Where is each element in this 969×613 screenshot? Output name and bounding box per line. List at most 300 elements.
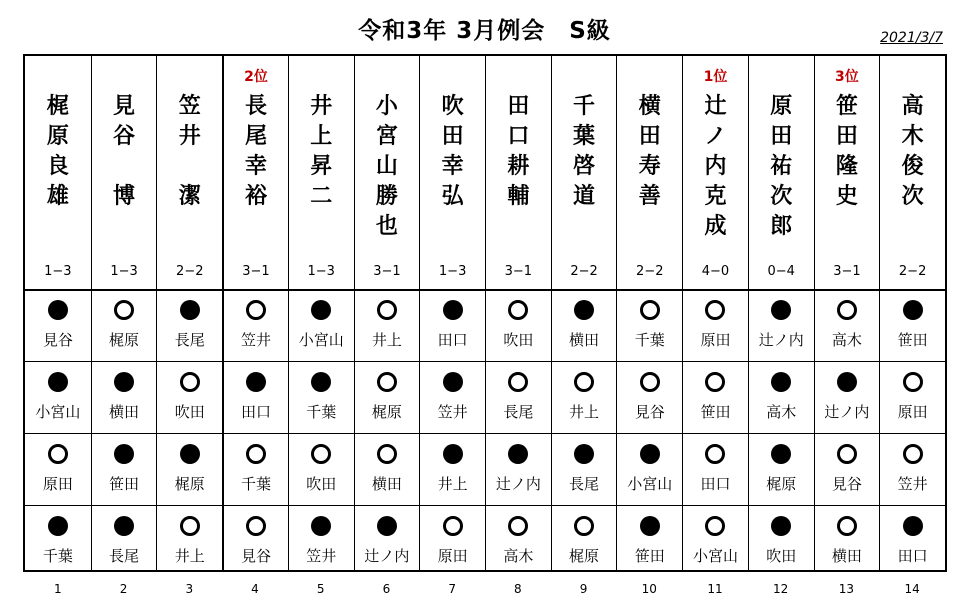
column-number: 6 (382, 582, 391, 596)
column-number: 8 (514, 582, 522, 596)
black-circle-icon (837, 372, 857, 392)
black-circle-icon (114, 372, 134, 392)
player-score: 2−2 (570, 264, 598, 279)
player-name-char: 潔 (178, 184, 201, 209)
player-name-char: 吹 (441, 94, 464, 119)
player-name-char: 隆 (835, 154, 858, 179)
player-name-char: 長 (244, 94, 267, 119)
opponent-name: 井上 (174, 547, 205, 565)
opponent-name: 横田 (569, 331, 600, 349)
player-name-char: 宮 (375, 124, 398, 149)
opponent-name: 見谷 (240, 547, 271, 565)
player-header (92, 56, 157, 289)
row-divider (25, 289, 945, 291)
player-column (748, 56, 814, 570)
opponent-name: 小宮山 (35, 403, 81, 421)
game-cell (25, 289, 91, 361)
player-name-char: 井 (178, 124, 201, 149)
opponent-name: 見谷 (831, 475, 862, 493)
opponent-name: 梶原 (371, 403, 402, 421)
game-cell (92, 289, 157, 361)
column-number: 11 (707, 582, 723, 596)
game-cell (815, 361, 880, 433)
player-header (552, 56, 617, 289)
player-name-char: 成 (704, 214, 727, 239)
game-cell (289, 433, 354, 505)
white-circle-icon (377, 300, 397, 320)
black-circle-icon (311, 300, 331, 320)
game-cell (289, 505, 354, 577)
black-circle-icon (574, 444, 594, 464)
white-circle-icon (508, 516, 528, 536)
opponent-name: 井上 (371, 331, 402, 349)
game-cell (157, 289, 222, 361)
player-name-char: 見 (113, 94, 136, 119)
game-cell (289, 289, 354, 361)
player-name-char: 梶 (46, 94, 69, 119)
game-cell (815, 433, 880, 505)
white-circle-icon (443, 516, 463, 536)
game-cell (355, 289, 420, 361)
player-name-char: 郎 (770, 214, 793, 239)
game-cell (157, 505, 222, 577)
player-name-char: 山 (375, 154, 398, 179)
black-circle-icon (114, 516, 134, 536)
player-name-char: 高 (901, 94, 924, 119)
opponent-name: 千葉 (306, 403, 337, 421)
white-circle-icon (574, 516, 594, 536)
white-circle-icon (705, 516, 725, 536)
player-header (880, 56, 945, 289)
opponent-name: 田口 (700, 475, 731, 493)
player-name-char: 千 (573, 94, 596, 119)
player-name-char: 幸 (244, 154, 267, 179)
opponent-name: 長尾 (569, 475, 600, 493)
column-number: 14 (904, 582, 920, 596)
opponent-name: 横田 (109, 403, 140, 421)
column-number: 2 (119, 582, 128, 596)
white-circle-icon (837, 300, 857, 320)
player-column (419, 56, 485, 570)
game-cell (486, 289, 551, 361)
game-cell (25, 361, 91, 433)
game-cell (815, 505, 880, 577)
player-score: 1−3 (110, 264, 138, 279)
player-name (420, 92, 485, 212)
column-number: 1 (54, 582, 62, 596)
player-column (91, 56, 157, 570)
opponent-name: 見谷 (42, 331, 73, 349)
player-name-char: 祐 (770, 154, 793, 179)
player-name-char: 弘 (441, 184, 464, 209)
opponent-name: 笠井 (240, 331, 271, 349)
player-name-char: 尾 (244, 124, 267, 149)
game-cell (289, 361, 354, 433)
black-circle-icon (574, 300, 594, 320)
white-circle-icon (246, 444, 266, 464)
opponent-name: 梶原 (766, 475, 797, 493)
opponent-name: 見谷 (634, 403, 665, 421)
opponent-name: 原田 (700, 331, 731, 349)
opponent-name: 笹田 (897, 331, 928, 349)
player-score: 3−1 (833, 264, 861, 279)
opponent-name: 吹田 (766, 547, 797, 565)
player-column (485, 56, 551, 570)
player-name (355, 92, 420, 242)
player-name (289, 92, 354, 212)
game-cell (420, 361, 485, 433)
game-cell (486, 361, 551, 433)
player-score: 2−2 (898, 264, 927, 279)
white-circle-icon (508, 300, 528, 320)
column-number: 10 (641, 582, 657, 596)
opponent-name: 高木 (766, 403, 797, 421)
opponent-name: 横田 (371, 475, 402, 493)
player-name-char: 田 (638, 124, 661, 149)
game-cell (683, 505, 748, 577)
player-column (222, 56, 288, 570)
opponent-name: 梶原 (569, 547, 600, 565)
white-circle-icon (705, 372, 725, 392)
player-name-char: 耕 (507, 154, 530, 179)
player-header (486, 56, 551, 289)
black-circle-icon (443, 300, 463, 320)
player-name (749, 92, 814, 242)
black-circle-icon (48, 300, 68, 320)
player-header (224, 56, 288, 289)
player-name-char: 田 (770, 124, 793, 149)
player-name-char: 善 (638, 184, 661, 209)
white-circle-icon (640, 300, 660, 320)
column-number: 7 (448, 582, 456, 596)
player-name (880, 92, 945, 212)
white-circle-icon (640, 372, 660, 392)
white-circle-icon (837, 516, 857, 536)
player-column (551, 56, 617, 570)
black-circle-icon (443, 444, 463, 464)
player-score: 3−1 (242, 264, 270, 279)
game-cell (552, 361, 617, 433)
white-circle-icon (377, 444, 397, 464)
player-rank: 3位 (835, 69, 859, 85)
player-name-char: 寿 (638, 154, 661, 179)
game-cell (224, 361, 288, 433)
player-name-char: 原 (770, 94, 793, 119)
game-cell (25, 505, 91, 577)
game-cell (486, 505, 551, 577)
player-header (355, 56, 420, 289)
opponent-name: 辻ノ内 (364, 547, 410, 565)
game-cell (355, 505, 420, 577)
game-cell (683, 433, 748, 505)
black-circle-icon (48, 372, 68, 392)
opponent-name: 辻ノ内 (495, 475, 541, 493)
player-name-char: 笹 (835, 94, 858, 119)
opponent-name: 千葉 (240, 475, 271, 493)
game-cell (552, 433, 617, 505)
player-name (683, 92, 748, 242)
player-column (288, 56, 354, 570)
black-circle-icon (180, 444, 200, 464)
column-number: 5 (316, 582, 325, 596)
white-circle-icon (508, 372, 528, 392)
opponent-name: 長尾 (503, 403, 534, 421)
player-rank: 1位 (703, 69, 728, 85)
game-cell (92, 361, 157, 433)
player-name-char: 雄 (46, 184, 69, 209)
opponent-name: 田口 (437, 331, 468, 349)
opponent-name: 吹田 (174, 403, 205, 421)
opponent-name: 原田 (437, 547, 468, 565)
player-header (157, 56, 222, 289)
black-circle-icon (246, 372, 266, 392)
opponent-name: 高木 (831, 331, 862, 349)
white-circle-icon (705, 300, 725, 320)
white-circle-icon (903, 444, 923, 464)
opponent-name: 横田 (831, 547, 862, 565)
player-score: 4−0 (701, 264, 730, 279)
black-circle-icon (377, 516, 397, 536)
black-circle-icon (771, 516, 791, 536)
black-circle-icon (903, 300, 923, 320)
opponent-name: 原田 (897, 403, 928, 421)
game-cell (749, 289, 814, 361)
opponent-name: 吹田 (503, 331, 534, 349)
player-name-char: 也 (375, 214, 398, 239)
game-cell (224, 505, 288, 577)
player-name (92, 92, 157, 212)
game-cell (880, 433, 945, 505)
row-divider (25, 361, 945, 362)
player-name-char: 勝 (375, 184, 398, 209)
white-circle-icon (574, 372, 594, 392)
player-header (815, 56, 880, 289)
black-circle-icon (443, 372, 463, 392)
game-cell (749, 433, 814, 505)
game-cell (880, 289, 945, 361)
player-column (354, 56, 420, 570)
player-score: 0−4 (767, 264, 795, 279)
opponent-name: 千葉 (634, 331, 665, 349)
column-number: 13 (838, 582, 855, 596)
game-cell (157, 433, 222, 505)
player-name-char: 横 (638, 94, 661, 119)
game-cell (552, 505, 617, 577)
white-circle-icon (311, 444, 331, 464)
game-cell (25, 433, 91, 505)
opponent-name: 笠井 (897, 475, 928, 493)
opponent-name: 吹田 (306, 475, 337, 493)
opponent-name: 笹田 (634, 547, 665, 565)
player-name-char: ノ (704, 124, 727, 149)
black-circle-icon (311, 516, 331, 536)
player-name-char: 輔 (507, 184, 530, 209)
opponent-name: 梶原 (174, 475, 205, 493)
player-name-char: 次 (770, 184, 793, 209)
black-circle-icon (114, 444, 134, 464)
row-divider (25, 433, 945, 434)
player-name-char: 内 (704, 154, 727, 179)
white-circle-icon (903, 372, 923, 392)
opponent-name: 小宮山 (627, 475, 673, 493)
game-cell (683, 361, 748, 433)
game-cell (157, 361, 222, 433)
black-circle-icon (903, 516, 923, 536)
player-name (617, 92, 682, 212)
game-cell (486, 433, 551, 505)
player-header (25, 56, 91, 289)
column-number: 4 (251, 582, 259, 596)
player-name-char: 昇 (310, 154, 333, 179)
opponent-name: 笹田 (109, 475, 140, 493)
black-circle-icon (640, 444, 660, 464)
player-column (25, 56, 91, 570)
player-score: 3−1 (504, 264, 533, 279)
black-circle-icon (640, 516, 660, 536)
player-name-char: 井 (310, 94, 333, 119)
player-name-char: 博 (113, 184, 136, 209)
player-name-char: 田 (835, 124, 858, 149)
player-name-char: 史 (835, 184, 858, 209)
column-number: 12 (773, 582, 789, 596)
white-circle-icon (180, 372, 200, 392)
opponent-name: 田口 (897, 547, 928, 565)
player-name-char: 辻 (704, 94, 727, 119)
game-cell (355, 433, 420, 505)
player-name-char: 笠 (178, 94, 201, 119)
game-cell (552, 289, 617, 361)
game-cell (224, 289, 288, 361)
player-name-char: 原 (46, 124, 69, 149)
page-title: 令和3年 3月例会 S級 (358, 18, 611, 44)
white-circle-icon (705, 444, 725, 464)
player-name (486, 92, 551, 212)
player-name-char: 道 (573, 184, 596, 209)
player-rank: 2位 (244, 69, 268, 85)
player-name-char: 二 (310, 184, 333, 209)
player-name-char: 小 (375, 94, 398, 119)
player-header (420, 56, 485, 289)
game-cell (355, 361, 420, 433)
player-header (683, 56, 748, 289)
player-header (289, 56, 354, 289)
black-circle-icon (771, 372, 791, 392)
player-name-char: 田 (441, 124, 464, 149)
player-score: 2−2 (636, 264, 664, 279)
player-name (157, 92, 222, 212)
opponent-name: 辻ノ内 (824, 403, 870, 421)
game-cell (815, 289, 880, 361)
column-number: 3 (185, 582, 194, 596)
opponent-name: 小宮山 (692, 547, 738, 565)
player-name-char: 幸 (441, 154, 464, 179)
player-name (224, 92, 288, 212)
player-name-char: 裕 (244, 184, 267, 209)
player-column (156, 56, 222, 570)
opponent-name: 長尾 (109, 547, 140, 565)
opponent-name: 原田 (42, 475, 73, 493)
column-number: 9 (579, 582, 588, 596)
opponent-name: 田口 (240, 403, 271, 421)
game-cell (880, 505, 945, 577)
player-column (879, 56, 945, 570)
opponent-name: 笠井 (306, 547, 337, 565)
black-circle-icon (508, 444, 528, 464)
opponent-name: 井上 (437, 475, 468, 493)
player-name (815, 92, 880, 212)
player-score: 1−3 (438, 264, 467, 279)
game-cell (224, 433, 288, 505)
game-cell (617, 433, 682, 505)
opponent-name: 笠井 (437, 403, 468, 421)
black-circle-icon (48, 516, 68, 536)
black-circle-icon (771, 444, 791, 464)
results-table (23, 54, 947, 572)
player-column (814, 56, 880, 570)
opponent-name: 高木 (503, 547, 534, 565)
game-cell (92, 505, 157, 577)
player-name-char: 克 (704, 184, 727, 209)
opponent-name: 小宮山 (298, 331, 344, 349)
opponent-name: 井上 (569, 403, 600, 421)
player-score: 1−3 (307, 264, 335, 279)
game-cell (749, 505, 814, 577)
white-circle-icon (837, 444, 857, 464)
game-cell (420, 505, 485, 577)
white-circle-icon (180, 516, 200, 536)
opponent-name: 笹田 (700, 403, 731, 421)
game-cell (617, 289, 682, 361)
white-circle-icon (246, 516, 266, 536)
player-name (552, 92, 617, 212)
player-column (682, 56, 748, 570)
player-score: 2−2 (176, 264, 204, 279)
black-circle-icon (771, 300, 791, 320)
player-name-char: 上 (310, 124, 333, 149)
player-name-char: 葉 (573, 124, 596, 149)
black-circle-icon (180, 300, 200, 320)
game-cell (617, 361, 682, 433)
game-cell (749, 361, 814, 433)
player-header (749, 56, 814, 289)
event-date: 2021/3/7 (880, 30, 943, 46)
opponent-name: 長尾 (174, 331, 205, 349)
game-cell (683, 289, 748, 361)
game-cell (420, 289, 485, 361)
player-name-char: 俊 (901, 154, 924, 179)
white-circle-icon (377, 372, 397, 392)
player-name-char: 谷 (113, 124, 136, 149)
player-column (616, 56, 682, 570)
opponent-name: 辻ノ内 (758, 331, 804, 349)
player-score: 3−1 (373, 264, 401, 279)
row-divider (25, 505, 945, 506)
white-circle-icon (246, 300, 266, 320)
white-circle-icon (48, 444, 68, 464)
player-name-char: 木 (901, 124, 924, 149)
game-cell (880, 361, 945, 433)
player-header (617, 56, 682, 289)
player-name (25, 92, 91, 212)
game-cell (420, 433, 485, 505)
opponent-name: 千葉 (42, 547, 73, 565)
white-circle-icon (114, 300, 134, 320)
game-cell (92, 433, 157, 505)
opponent-name: 梶原 (109, 331, 140, 349)
player-name-char: 次 (901, 184, 924, 209)
player-name-char: 良 (46, 154, 69, 179)
game-cell (617, 505, 682, 577)
